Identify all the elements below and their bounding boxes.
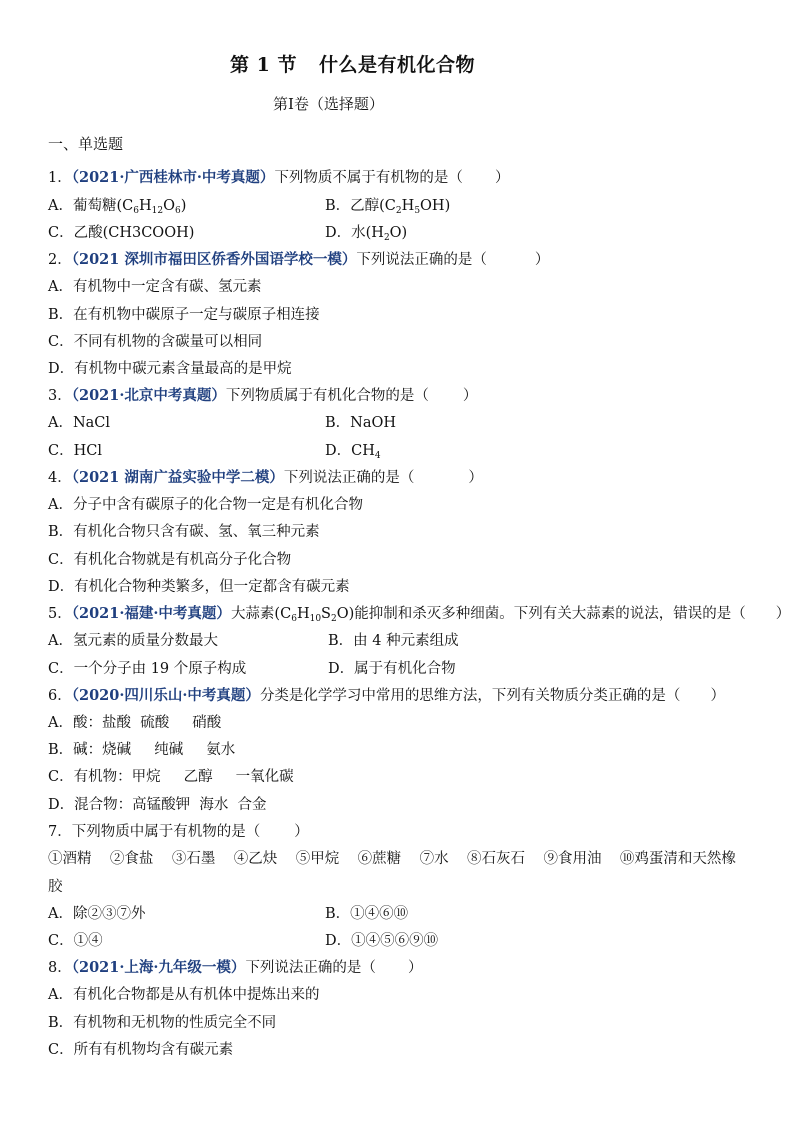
page-title <box>230 50 475 77</box>
option-b: B．有机化合物只含有碳、氢、氧三种元素 <box>48 524 320 540</box>
option-c: C．一个分子由 19 个原子构成 <box>48 661 247 677</box>
question-stem: 分类是化学学习中常用的思维方法，下列有关物质分类正确的是（ <box>259 688 681 704</box>
substance-list-continued: 胶 <box>48 879 63 895</box>
option-c: C．①④ <box>48 933 103 949</box>
option-d: D．有机物中碳元素含量最高的是甲烷 <box>48 361 292 377</box>
option-a: A．有机物中一定含有碳、氢元素 <box>48 279 262 295</box>
option-a: A．除②③⑦外 <box>48 906 146 922</box>
option-b: B．①④⑥⑩ <box>325 906 409 922</box>
option-d: D．属于有机化合物 <box>328 661 456 677</box>
question-4: 4．（2021 湖南广益实验中学二模）下列说法正确的是（ ） <box>48 469 483 486</box>
section-name: 什么是有机化合物 <box>318 54 475 76</box>
question-source: （2021·北京中考真题） <box>71 387 226 404</box>
option-a: A．NaCl <box>48 415 111 431</box>
option-d: D．水$(H_2O)$ <box>325 225 408 243</box>
question-stem: 下列说法正确的是（ <box>283 470 415 486</box>
option-d: D．混合物：高锰酸钾 海水 合金 <box>48 797 267 813</box>
option-b: B．碱：烧碱 纯碱 氨水 <box>48 742 236 758</box>
option-b: B．在有机物中碳原子一定与碳原子相连接 <box>48 307 320 323</box>
question-source: （2021·福建·中考真题） <box>71 605 231 622</box>
option-b: B．乙醇$(C_2H_5OH)$ <box>325 198 451 216</box>
volume-subtitle: 第I卷（选择题） <box>273 95 384 113</box>
question-5: 5．（2021·福建·中考真题）大蒜素$(C_6H_{10}S_2O)$能抑制和杀灭多种细菌。下列有关大蒜素的说法，错误的是（ ） <box>48 605 791 624</box>
question-8: 8．（2021·上海·九年级一模）下列说法正确的是（ ） <box>48 959 423 976</box>
option-c: C．所有有机物均含有碳元素 <box>48 1042 234 1058</box>
option-d: D．有机化合物种类繁多，但一定都含有碳元素 <box>48 579 350 595</box>
option-a: A．葡萄糖$(C_6H_{12}O_6)$ <box>48 198 187 216</box>
option-b: B．由 4 种元素组成 <box>328 633 459 649</box>
option-a: A．酸：盐酸 硫酸 硝酸 <box>48 715 222 731</box>
question-6: 6．（2020·四川乐山·中考真题）分类是化学学习中常用的思维方法，下列有关物质分类正确的是（ ） <box>48 687 725 704</box>
question-stem: 下列物质不属于有机物的是（ <box>274 170 463 186</box>
question-source: （2021·上海·九年级一模） <box>71 959 246 976</box>
question-source: （2021 深圳市福田区侨香外国语学校一模） <box>71 251 357 268</box>
option-d: D．①④⑤⑥⑨⑩ <box>325 933 439 949</box>
option-d: D．$CH_4$ <box>325 443 381 461</box>
option-b: B．NaOH <box>325 415 397 431</box>
question-stem: 下列说法正确的是（ <box>356 252 487 268</box>
question-stem: 大蒜素$(C_6H_{10}S_2O)$能抑制和杀灭多种细菌。下列有关大蒜素的说法，错误的是（ <box>230 606 746 624</box>
question-stem: 下列物质中属于有机物的是（ <box>71 824 261 840</box>
option-c: C．不同有机物的含碳量可以相同 <box>48 334 263 350</box>
question-source: （2021 湖南广益实验中学二模） <box>71 469 284 486</box>
option-a: A．氢元素的质量分数最大 <box>48 633 218 649</box>
question-source: （2020·四川乐山·中考真题） <box>71 687 260 704</box>
section-number: 第 1 节 <box>230 54 297 76</box>
question-stem: 下列说法正确的是（ <box>245 960 376 976</box>
option-a: A．有机化合物都是从有机体中提炼出来的 <box>48 987 320 1003</box>
question-1: 1．（2021·广西桂林市·中考真题）下列物质不属于有机物的是（ ） <box>48 169 510 186</box>
option-c: C．有机化合物就是有机高分子化合物 <box>48 552 292 568</box>
section-heading: 一、单选题 <box>48 135 124 153</box>
substance-list: ①酒精 ②食盐 ③石墨 ④乙炔 ⑤甲烷 ⑥蔗糖 ⑦水 ⑧石灰石 ⑨食用油 ⑩鸡蛋清和天然橡 <box>48 851 736 867</box>
question-2: 2．（2021 深圳市福田区侨香外国语学校一模）下列说法正确的是（ ） <box>48 251 550 268</box>
question-7: 7．下列物质中属于有机物的是（ ） <box>48 824 309 840</box>
option-c: C．有机物：甲烷 乙醇 一氧化碳 <box>48 769 294 785</box>
question-stem: 下列物质属于有机化合物的是（ <box>225 388 429 404</box>
option-a: A．分子中含有碳原子的化合物一定是有机化合物 <box>48 497 363 513</box>
question-source: （2021·广西桂林市·中考真题） <box>71 169 275 186</box>
option-c: C．乙酸(CH3COOH) <box>48 225 195 241</box>
option-c: C．HCl <box>48 443 102 459</box>
question-3: 3．（2021·北京中考真题）下列物质属于有机化合物的是（ ） <box>48 387 478 404</box>
option-b: B．有机物和无机物的性质完全不同 <box>48 1015 277 1031</box>
